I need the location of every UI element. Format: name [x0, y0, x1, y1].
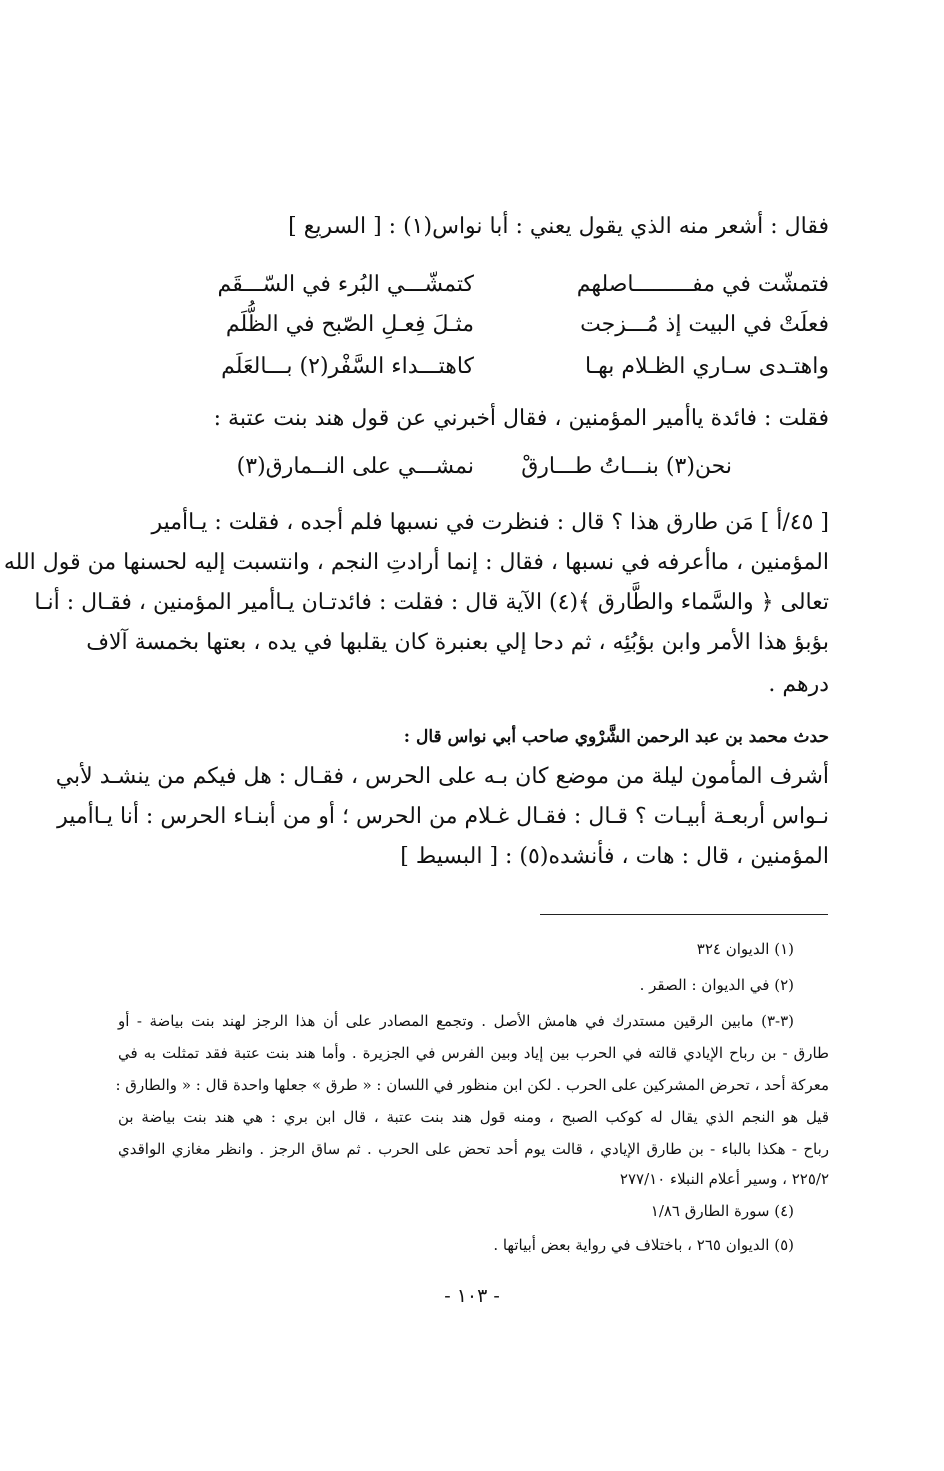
footnote-separator	[540, 914, 828, 915]
poem-1-line-3-first: واهتـدى سـاري الظـلام بهـا	[584, 354, 829, 379]
poem-1-line-1-first: فتمشّت في مفـــــــــاصلهم	[576, 272, 829, 297]
hadith-heading: حدث محمد بن عبد الرحمن الشَّرْوي صاحب أبي نواس قال :	[403, 727, 829, 747]
paragraph-1-line-1: [ ٤٥/أ ] مَن طارق هذا ؟ قال : فنظرت في نسبها فلم أجده ، فقلت : يـاأمير	[151, 510, 829, 535]
poem-1-line-2-first: فعلَتْ في البيت إذ مُـــزجت	[580, 312, 829, 337]
poem-1-line-3-second: كاهتـــداء السَّفْر(٢) بـــالعَلَم	[221, 354, 474, 379]
intro-line: فقال : أشعر منه الذي يقول يعني : أبا نواس(١) : [ السريع ]	[288, 214, 829, 239]
poem-2-first: نحن(٣) بنـــاتُ طـــارقْ	[521, 454, 732, 479]
paragraph-1-line-4: بؤبؤ هذا الأمر وابن بؤبُئِه ، ثم دحا إلي بعنبرة كان يقلبها في يده ، بعتها بخمسة آلاف	[86, 630, 829, 655]
footnote-3-line-3: معركة أحد ، تحرض المشركين على الحرب . لكن ابن منظور في اللسان : « طرق » جعلها واحدة قال : « والطارق :	[115, 1076, 829, 1094]
footnote-1: (١) الديوان ٣٢٤	[696, 940, 794, 958]
footnote-4: (٤) سورة الطارق ١/٨٦	[650, 1202, 794, 1220]
paragraph-1-line-5: درهم .	[768, 672, 829, 697]
footnote-5: (٥) الديوان ٢٦٥ ، باختلاف في رواية بعض أبياتها .	[493, 1236, 794, 1254]
footnote-3-line-5: رباح - هكذا بالباء - بن طارق الإيادي ، قالت يوم أحد تحض على الحرب . ثم ساق الرجز . وانظر مغازي الواقدي	[118, 1140, 829, 1158]
footnote-3-line-2: طارق - بن رباح الإيادي قالته في الحرب بين إياد وبين الفرس في الجزيرة . وأما هند بنت عتبة فقد تمثلت به في	[118, 1044, 829, 1062]
poem-2-second: نمشـــي على النــمارق(٣)	[236, 454, 474, 479]
question-line: فقلت : فائدة ياأمير المؤمنين ، فقال أخبرني عن قول هند بنت عتبة :	[213, 406, 829, 431]
footnote-2: (٢) في الديوان : الصقر .	[639, 976, 794, 994]
poem-1-line-1-second: كتمشّـــي البُرء في السّـــقَم	[217, 272, 474, 297]
footnote-3-line-1: (٣-٣) مابين الرقين مستدرك في هامش الأصل . وتجمع المصادر على أن هذا الرجز لهند بنت بياضة - أو	[118, 1012, 794, 1030]
footnote-3-line-4: قيل هو النجم الذي يقال له كوكب الصبح ، ومنه قول هند بنت عتبة ، قال ابن بري : هي هند بنت بياضة بن	[118, 1108, 829, 1126]
paragraph-1-line-3: تعالى ﴿ والسَّماء والطَّارق ﴾(٤) الآية قال : فقلت : فائدتـان يـاأمير المؤمنين ، فقـال : أنـا	[34, 590, 829, 615]
poem-1-line-2-second: مثـلَ فِعـلِ الصّبح في الظُّلَم	[225, 312, 474, 337]
footnote-3-line-6: ٢٢٥/٢ ، وسير أعلام النبلاء ٢٧٧/١٠	[619, 1170, 829, 1188]
page-number: - ١٠٣ -	[444, 1285, 500, 1307]
paragraph-2-line-2: نـواس أربعـة أبيـات ؟ قـال : فقـال غـلام من الحرس ؛ أو من أبنـاء الحرس : أنا يـاأمير	[57, 804, 829, 829]
paragraph-1-line-2: المؤمنين ، ماأعرفه في نسبها ، فقال : إنما أرادتِ النجم ، وانتسبت إليه لحسنها من قول الله	[3, 550, 829, 575]
paragraph-2-line-1: أشرف المأمون ليلة من موضع كان بـه على الحرس ، فقـال : هل فيكم من ينشـد لأبي	[55, 764, 829, 789]
paragraph-2-line-3: المؤمنين ، قال : هات ، فأنشده(٥) : [ البسيط ]	[400, 844, 829, 869]
